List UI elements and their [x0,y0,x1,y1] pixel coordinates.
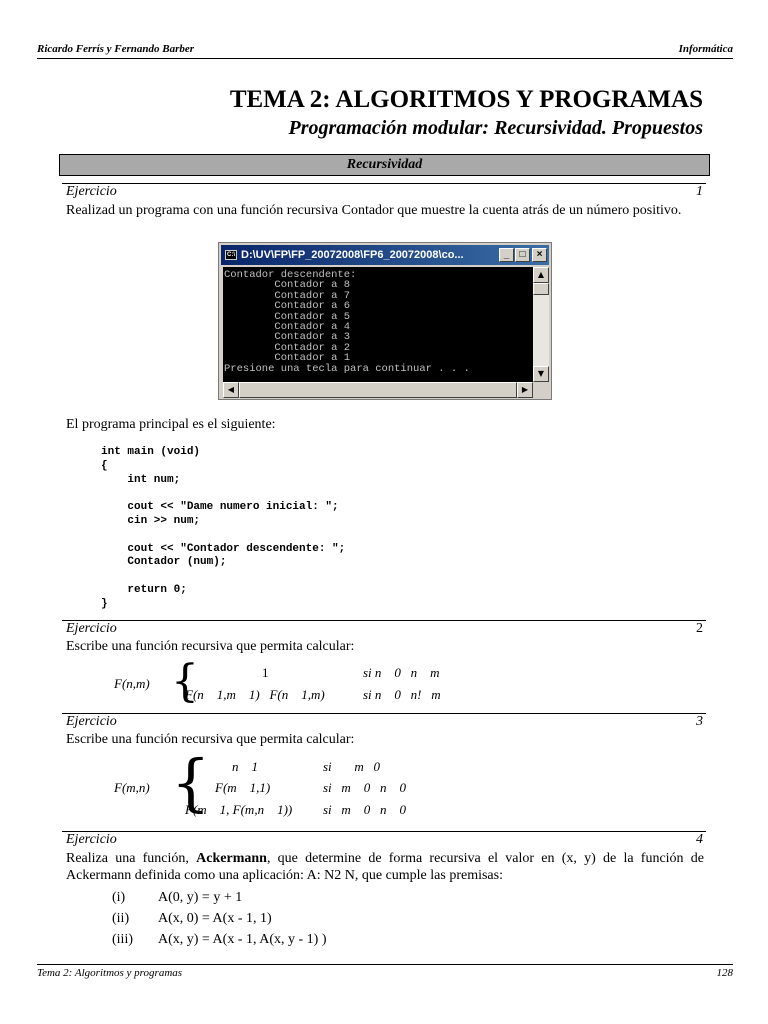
section-heading: Recursividad [59,154,710,176]
exercise-1-heading [66,184,703,200]
ex2-row2-value: F(n 1,m 1) F(n 1,m) [185,687,325,702]
ex3-row3-value: F(m 1, F(m,n 1)) [185,802,293,817]
scroll-up-icon: ▲ [533,267,549,283]
ex2-lhs: F(n,m) [114,676,150,691]
exercise-2-heading [66,621,703,637]
horizontal-scroll-thumb [239,382,517,398]
scroll-down-icon: ▼ [533,366,549,382]
ex3-row1-condition: si m 0 [323,759,381,774]
ex4-text-bold: Ackermann [196,851,267,866]
header-authors: Ricardo Ferrís y Fernando Barber [37,43,195,55]
page-title: TEMA 2: ALGORITMOS Y PROGRAMAS [229,86,703,113]
premise-3-equation: A(x, y) = A(x - 1, A(x, y - 1) ) [158,932,327,947]
close-icon: × [532,248,547,262]
premise-3-number: (iii) [112,932,133,947]
scroll-left-icon: ◀ [223,382,239,398]
vertical-scroll-thumb [533,283,549,295]
ex3-brace: { [171,746,211,819]
vertical-scrollbar [533,267,549,382]
code-block: int main (void) { int num; cout << "Dame numero inicial: "; cin >> num; cout << "Contador descendente: "; Contador (num); return 0; } [101,446,346,610]
footer-left: Tema 2: Algoritmos y programas [37,967,183,979]
main-program-intro: El programa principal es el siguiente: [66,417,276,432]
exercise-3-heading [66,714,703,730]
exercise-4-heading [66,832,703,848]
page-number: 128 [716,967,733,979]
ex3-row1-value: n 1 [232,759,258,774]
ex4-text-after: , que determine de forma recursiva el valor en (x, y) de la función de Ackermann definida como una aplicación: A: N2 N, que cumple las premisas: [66,851,705,883]
exercise-2-number: 2 [696,621,703,636]
page-subtitle: Programación modular: Recursividad. Propuestos [288,117,703,139]
console-output: Contador descendente: Contador a 8 Contador a 7 Contador a 6 Contador a 5 Contador a 4 Contador a 3 Contador a 2 Contador a 1 Presione una tecla para continuar . . . [223,267,533,382]
ex2-brace: { [171,656,199,707]
premise-1-equation: A(0, y) = y + 1 [158,890,243,905]
exercise-1-number: 1 [696,184,703,199]
exercise-3-text: Escribe una función recursiva que permita calcular: [66,732,355,747]
console-window [218,242,552,400]
console-title: D:\UV\FP\FP_20072008\FP6_20072008\co... [241,249,464,261]
premise-1-number: (i) [112,890,126,905]
minimize-icon: _ [499,248,514,262]
exercise-3-label: Ejercicio [66,714,117,729]
console-titlebar [221,245,549,265]
exercise-2-label: Ejercicio [66,621,117,636]
ex3-row2-value: F(m 1,1) [215,780,271,795]
console-icon: C:\ [227,252,235,258]
ex2-row1-condition: si n 0 n m [363,665,440,680]
exercise-1-text: Realizad un programa con una función recursiva Contador que muestre la cuenta atrás de un número positivo. [66,203,682,218]
premise-2-equation: A(x, 0) = A(x - 1, 1) [158,911,272,926]
ex3-lhs: F(m,n) [114,780,150,795]
exercise-2-text: Escribe una función recursiva que permita calcular: [66,639,355,654]
ex4-text-before: Realiza una función, [66,851,197,866]
exercise-4-text [66,850,704,884]
exercise-1-label: Ejercicio [66,184,117,199]
ex2-row1-value: 1 [262,665,269,680]
header-subject: Informática [678,43,733,55]
ex3-row3-condition: si m 0 n 0 [323,802,407,817]
exercise-4-number: 4 [696,832,703,847]
premise-2-number: (ii) [112,911,130,926]
header-rule [37,58,733,59]
ex3-row2-condition: si m 0 n 0 [323,780,407,795]
exercise-4-label: Ejercicio [66,832,117,847]
ex2-row2-condition: si n 0 n! m [363,687,441,702]
horizontal-scrollbar [223,382,533,398]
footer-rule [37,964,733,965]
scroll-right-icon: ▶ [517,382,533,398]
exercise-3-number: 3 [696,714,703,729]
maximize-icon: □ [515,248,530,262]
